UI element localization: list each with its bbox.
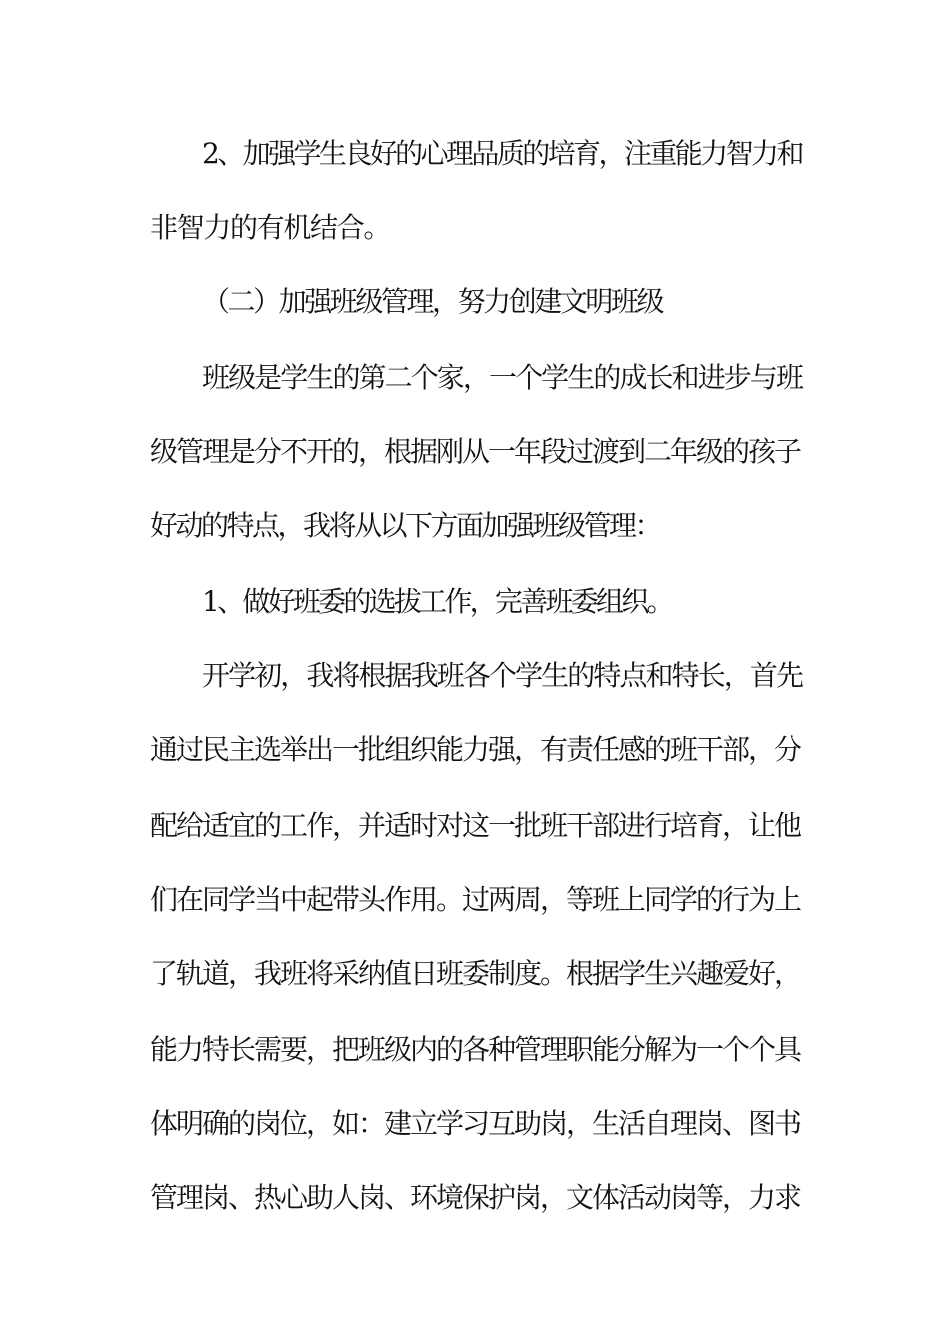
text-line-8: 开学初，我将根据我班各个学生的特点和特长，首先 bbox=[202, 659, 803, 692]
text-line-7: 1、做好班委的选拔工作，完善班委组织。 bbox=[202, 585, 672, 618]
text-line-1: 2、加强学生良好的心理品质的培育，注重能力智力和 bbox=[202, 137, 802, 170]
text-line-10: 配给适宜的工作，并适时对这一批班干部进行培育，让他 bbox=[150, 809, 801, 842]
text-line-4: 班级是学生的第二个家，一个学生的成长和进步与班 bbox=[202, 361, 803, 394]
text-line-11: 们在同学当中起带头作用。过两周，等班上同学的行为上 bbox=[150, 883, 801, 916]
text-line-15: 管理岗、热心助人岗、环境保护岗，文体活动岗等，力求 bbox=[150, 1181, 801, 1214]
section-heading: （二）加强班级管理，努力创建文明班级 bbox=[202, 285, 663, 318]
text-line-14: 体明确的岗位，如：建立学习互助岗，生活自理岗、图书 bbox=[150, 1107, 801, 1140]
text-line-2: 非智力的有机结合。 bbox=[150, 211, 391, 244]
text-line-5: 级管理是分不开的，根据刚从一年段过渡到二年级的孩子 bbox=[150, 435, 801, 468]
text-line-9: 通过民主选举出一批组织能力强，有责任感的班干部，分 bbox=[150, 733, 801, 766]
text-line-13: 能力特长需要，把班级内的各种管理职能分解为一个个具 bbox=[150, 1033, 801, 1066]
text-line-12: 了轨道，我班将采纳值日班委制度。根据学生兴趣爱好， bbox=[150, 957, 801, 990]
text-line-6: 好动的特点，我将从以下方面加强班级管理： bbox=[150, 509, 661, 542]
